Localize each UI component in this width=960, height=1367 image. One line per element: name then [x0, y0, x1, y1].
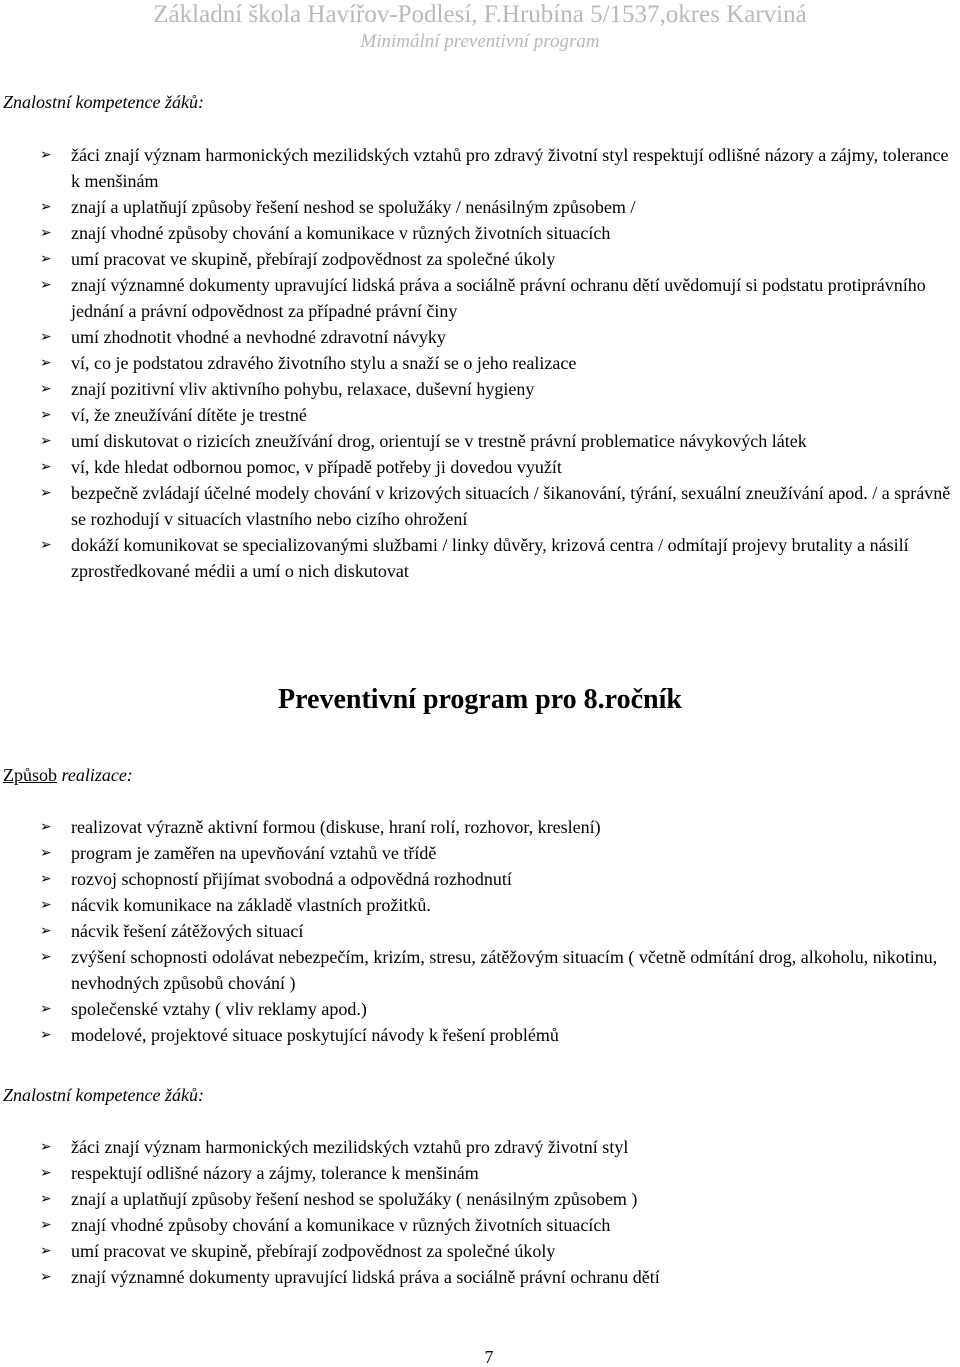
arrowhead-bullet-icon: ➢	[40, 225, 52, 241]
arrowhead-bullet-icon: ➢	[40, 251, 52, 267]
arrowhead-bullet-icon: ➢	[40, 819, 52, 835]
list-item-text: bezpečně zvládají účelné modely chování v krizových situacích / šikanování, týrání, sexuální zneužívání apod. / a správně se rozhodují v situacích vlastního nebo cizího ohrožení	[71, 483, 951, 529]
arrowhead-bullet-icon: ➢	[40, 923, 52, 939]
list-item	[40, 428, 958, 454]
arrowhead-bullet-icon: ➢	[40, 1001, 52, 1017]
list-item	[40, 324, 958, 350]
list-item	[40, 480, 958, 532]
arrowhead-bullet-icon: ➢	[40, 355, 52, 371]
list-item-text: žáci znají význam harmonických mezilidských vztahů pro zdravý životní styl	[71, 1137, 629, 1157]
section2-label-word1: Způsob	[3, 765, 57, 785]
list-item-text: znají pozitivní vliv aktivního pohybu, relaxace, duševní hygieny	[71, 379, 535, 399]
list-item	[40, 376, 958, 402]
arrowhead-bullet-icon: ➢	[40, 485, 52, 501]
list-item-text: program je zaměřen na upevňování vztahů ve třídě	[71, 843, 437, 863]
list-item	[40, 866, 958, 892]
header-program-name: Minimální preventivní program	[360, 31, 600, 52]
arrowhead-bullet-icon: ➢	[40, 537, 52, 553]
section3-label: Znalostní kompetence žáků:	[3, 1085, 204, 1105]
arrowhead-bullet-icon: ➢	[40, 897, 52, 913]
list-item	[40, 454, 958, 480]
list-item	[40, 194, 958, 220]
list-item-text: umí pracovat ve skupině, přebírají zodpovědnost za společné úkoly	[71, 1241, 556, 1261]
list-item	[40, 246, 958, 272]
list-item	[40, 996, 958, 1022]
list-item-text: znají a uplatňují způsoby řešení neshod se spolužáky ( nenásilným způsobem )	[71, 1189, 638, 1209]
list-item-text: ví, co je podstatou zdravého životního stylu a snaží se o jeho realizace	[71, 353, 577, 373]
arrowhead-bullet-icon: ➢	[40, 1269, 52, 1285]
list-item-text: znají vhodné způsoby chování a komunikace v různých životních situacích	[71, 1215, 611, 1235]
list-item-text: společenské vztahy ( vliv reklamy apod.)	[71, 999, 367, 1019]
list-item	[40, 892, 958, 918]
list-item	[40, 350, 958, 376]
list-item	[40, 1212, 958, 1238]
list-item	[40, 402, 958, 428]
section2-title: Preventivní program pro 8.ročník	[278, 684, 682, 715]
section1-list	[40, 142, 958, 584]
list-item-text: modelové, projektové situace poskytující návody k řešení problémů	[71, 1025, 559, 1045]
list-item	[40, 1134, 958, 1160]
arrowhead-bullet-icon: ➢	[40, 949, 52, 965]
list-item-text: znají významné dokumenty upravující lidská práva a sociálně právní ochranu dětí	[71, 1267, 660, 1287]
list-item	[40, 840, 958, 866]
arrowhead-bullet-icon: ➢	[40, 329, 52, 345]
list-item	[40, 1264, 958, 1290]
list-item-text: umí zhodnotit vhodné a nevhodné zdravotní návyky	[71, 327, 446, 347]
list-item-text: žáci znají význam harmonických mezilidských vztahů pro zdravý životní styl respektují odlišné názory a zájmy, tolerance k menšinám	[71, 145, 949, 191]
arrowhead-bullet-icon: ➢	[40, 1165, 52, 1181]
section2-list	[40, 814, 958, 1048]
list-item-text: ví, že zneužívání dítěte je trestné	[71, 405, 307, 425]
list-item	[40, 272, 958, 324]
list-item-text: realizovat výrazně aktivní formou (diskuse, hraní rolí, rozhovor, kreslení)	[71, 817, 601, 837]
arrowhead-bullet-icon: ➢	[40, 433, 52, 449]
page-number: 7	[484, 1347, 494, 1367]
list-item-text: respektují odlišné názory a zájmy, tolerance k menšinám	[71, 1163, 479, 1183]
arrowhead-bullet-icon: ➢	[40, 381, 52, 397]
list-item	[40, 1186, 958, 1212]
list-item-text: nácvik komunikace na základě vlastních prožitků.	[71, 895, 431, 915]
list-item-text: umí diskutovat o rizicích zneužívání drog, orientují se v trestně právní problematice návykových látek	[71, 431, 807, 451]
list-item-text: ví, kde hledat odbornou pomoc, v případě potřeby ji dovedou využít	[71, 457, 562, 477]
list-item	[40, 532, 958, 584]
list-item-text: nácvik řešení zátěžových situací	[71, 921, 304, 941]
list-item-text: rozvoj schopností přijímat svobodná a odpovědná rozhodnutí	[71, 869, 512, 889]
list-item-text: zvýšení schopnosti odolávat nebezpečím, krizím, stresu, zátěžovým situacím ( včetně odmítání drog, alkoholu, nikotinu, nevhodných způsobů chování )	[71, 947, 938, 993]
section2-label-word2: realizace:	[61, 765, 133, 785]
section2-label	[3, 764, 133, 786]
list-item	[40, 1022, 958, 1048]
list-item-text: znají a uplatňují způsoby řešení neshod se spolužáky / nenásilným způsobem /	[71, 197, 636, 217]
arrowhead-bullet-icon: ➢	[40, 199, 52, 215]
arrowhead-bullet-icon: ➢	[40, 1243, 52, 1259]
list-item	[40, 1238, 958, 1264]
list-item	[40, 1160, 958, 1186]
arrowhead-bullet-icon: ➢	[40, 871, 52, 887]
list-item-text: dokáží komunikovat se specializovanými službami / linky důvěry, krizová centra / odmítají projevy brutality a násilí zprostředkované médii a umí o nich diskutovat	[71, 535, 909, 581]
arrowhead-bullet-icon: ➢	[40, 459, 52, 475]
list-item	[40, 220, 958, 246]
list-item-text: znají vhodné způsoby chování a komunikace v různých životních situacích	[71, 223, 611, 243]
section3-list	[40, 1134, 958, 1290]
list-item-text: umí pracovat ve skupině, přebírají zodpovědnost za společné úkoly	[71, 249, 556, 269]
arrowhead-bullet-icon: ➢	[40, 277, 52, 293]
list-item	[40, 918, 958, 944]
list-item	[40, 944, 958, 996]
section1-label: Znalostní kompetence žáků:	[3, 92, 204, 112]
arrowhead-bullet-icon: ➢	[40, 407, 52, 423]
arrowhead-bullet-icon: ➢	[40, 1139, 52, 1155]
arrowhead-bullet-icon: ➢	[40, 1027, 52, 1043]
list-item	[40, 814, 958, 840]
list-item-text: znají významné dokumenty upravující lidská práva a sociálně právní ochranu dětí uvědomují si podstatu protiprávního jednání a právní odpovědnost za případné právní činy	[71, 275, 926, 321]
list-item	[40, 142, 958, 194]
header-school-name: Základní škola Havířov-Podlesí, F.Hrubína 5/1537,okres Karviná	[153, 1, 807, 28]
arrowhead-bullet-icon: ➢	[40, 1217, 52, 1233]
arrowhead-bullet-icon: ➢	[40, 147, 52, 163]
arrowhead-bullet-icon: ➢	[40, 1191, 52, 1207]
arrowhead-bullet-icon: ➢	[40, 845, 52, 861]
